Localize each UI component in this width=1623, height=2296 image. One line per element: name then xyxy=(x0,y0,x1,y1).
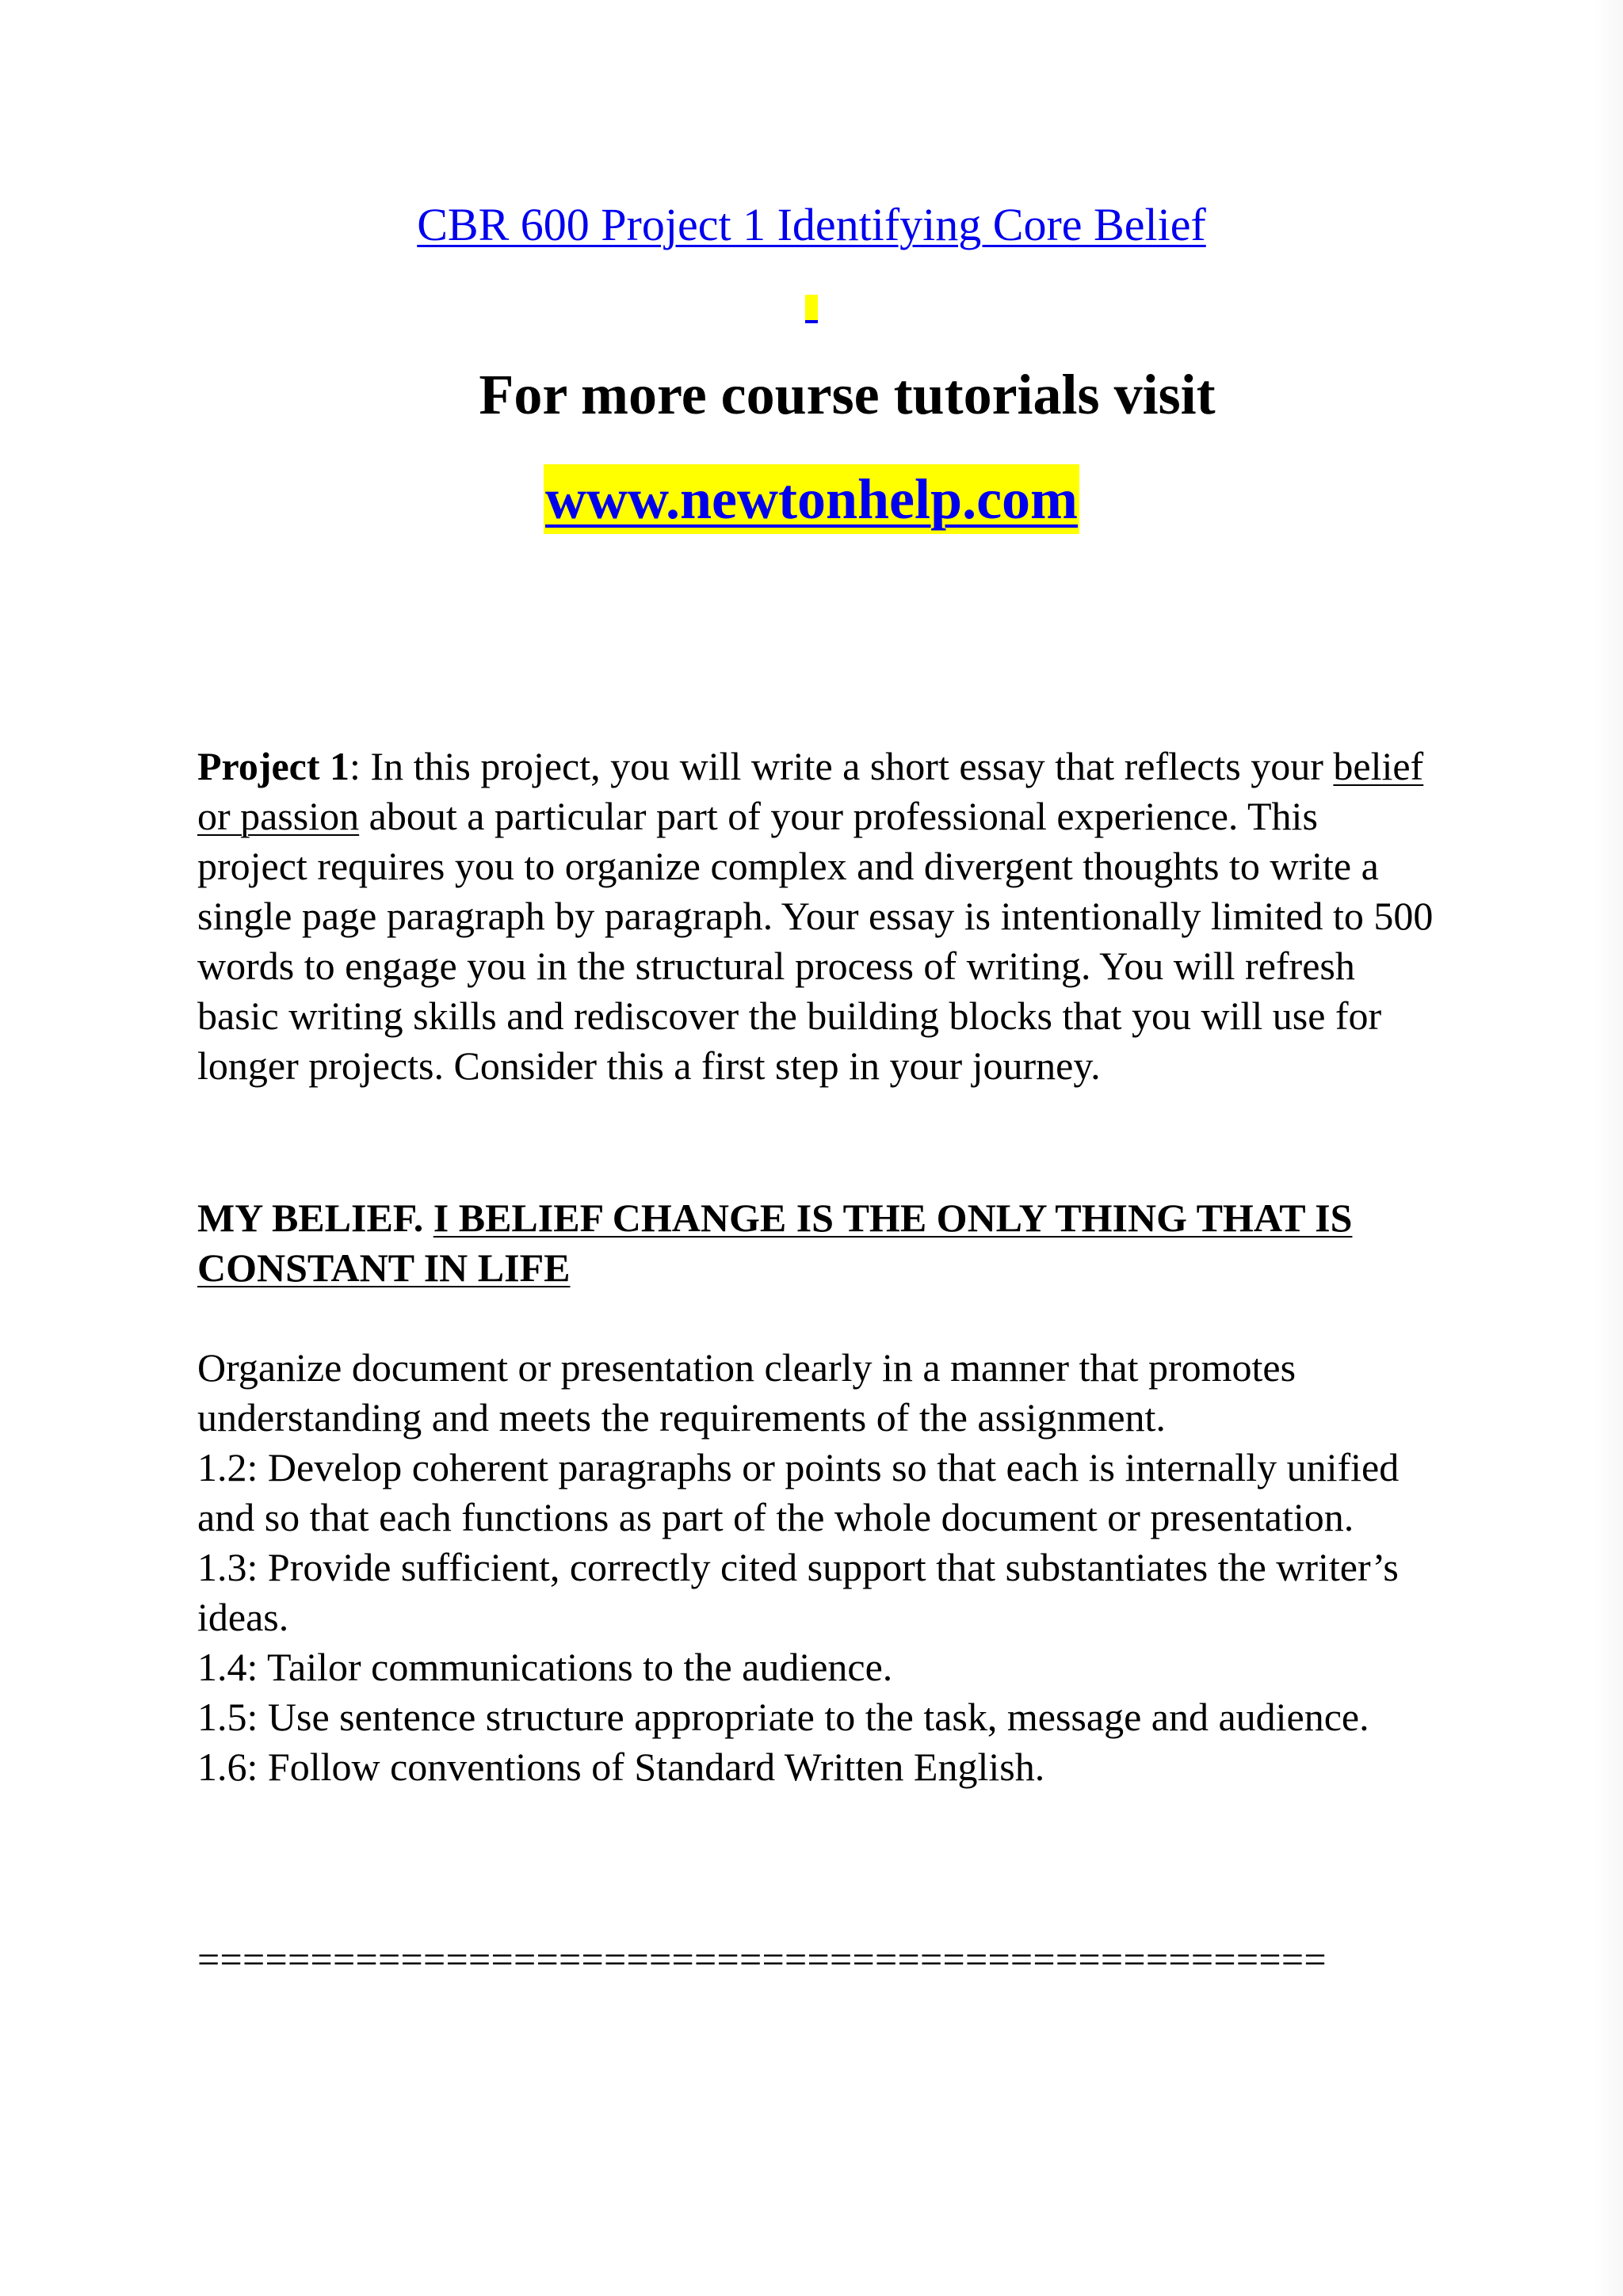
criteria-item: 1.4: Tailor communications to the audience. xyxy=(197,1645,893,1689)
visit-heading: For more course tutorials visit xyxy=(479,363,1216,426)
belief-paragraph xyxy=(197,1193,1434,1293)
highlight-marker xyxy=(805,295,818,323)
belief-label: MY BELIEF xyxy=(197,1196,414,1240)
separator-line: ================================================== xyxy=(197,1937,1327,1981)
page-edge-shade xyxy=(1594,0,1623,2296)
criteria-list xyxy=(197,1343,1434,1792)
belief-statement: I BELIEF CHANGE IS THE ONLY THING THAT IS CONSTANT IN LIFE xyxy=(197,1196,1353,1290)
site-link-container xyxy=(0,464,1623,534)
criteria-item: 1.6: Follow conventions of Standard Written English. xyxy=(197,1745,1045,1789)
belief-separator: . xyxy=(413,1196,433,1240)
criteria-item: 1.5: Use sentence structure appropriate to the task, message and audience. xyxy=(197,1695,1369,1739)
project-paragraph xyxy=(197,742,1434,1091)
site-link[interactable]: www.newtonhelp.com xyxy=(544,464,1079,534)
project-label: Project 1 xyxy=(197,744,350,788)
project-underlined-phrase: belief or passion xyxy=(197,744,1424,838)
title-link[interactable]: CBR 600 Project 1 Identifying Core Belief xyxy=(417,199,1206,250)
criteria-item: 1.2: Develop coherent paragraphs or points so that each is internally unified and so that each functions as part of the whole document or presentation. xyxy=(197,1445,1400,1539)
project-text-part1: : In this project, you will write a short essay that reflects your xyxy=(349,744,1334,788)
project-text-part2: about a particular part of your professional experience. This project requires you to organize complex and divergent thoughts to write a single page paragraph by paragraph. Your essay is intentionally limited to 500 words to engage you in the structural process of writing. You will refresh basic writing skills and rediscover the building blocks that you will use for longer projects. Consider this a first step in your journey. xyxy=(197,794,1434,1088)
criteria-item: 1.3: Provide sufficient, correctly cited support that substantiates the writer’s ideas. xyxy=(197,1545,1399,1639)
criteria-item: Organize document or presentation clearly in a manner that promotes understanding and meets the requirements of the assignment. xyxy=(197,1345,1296,1440)
